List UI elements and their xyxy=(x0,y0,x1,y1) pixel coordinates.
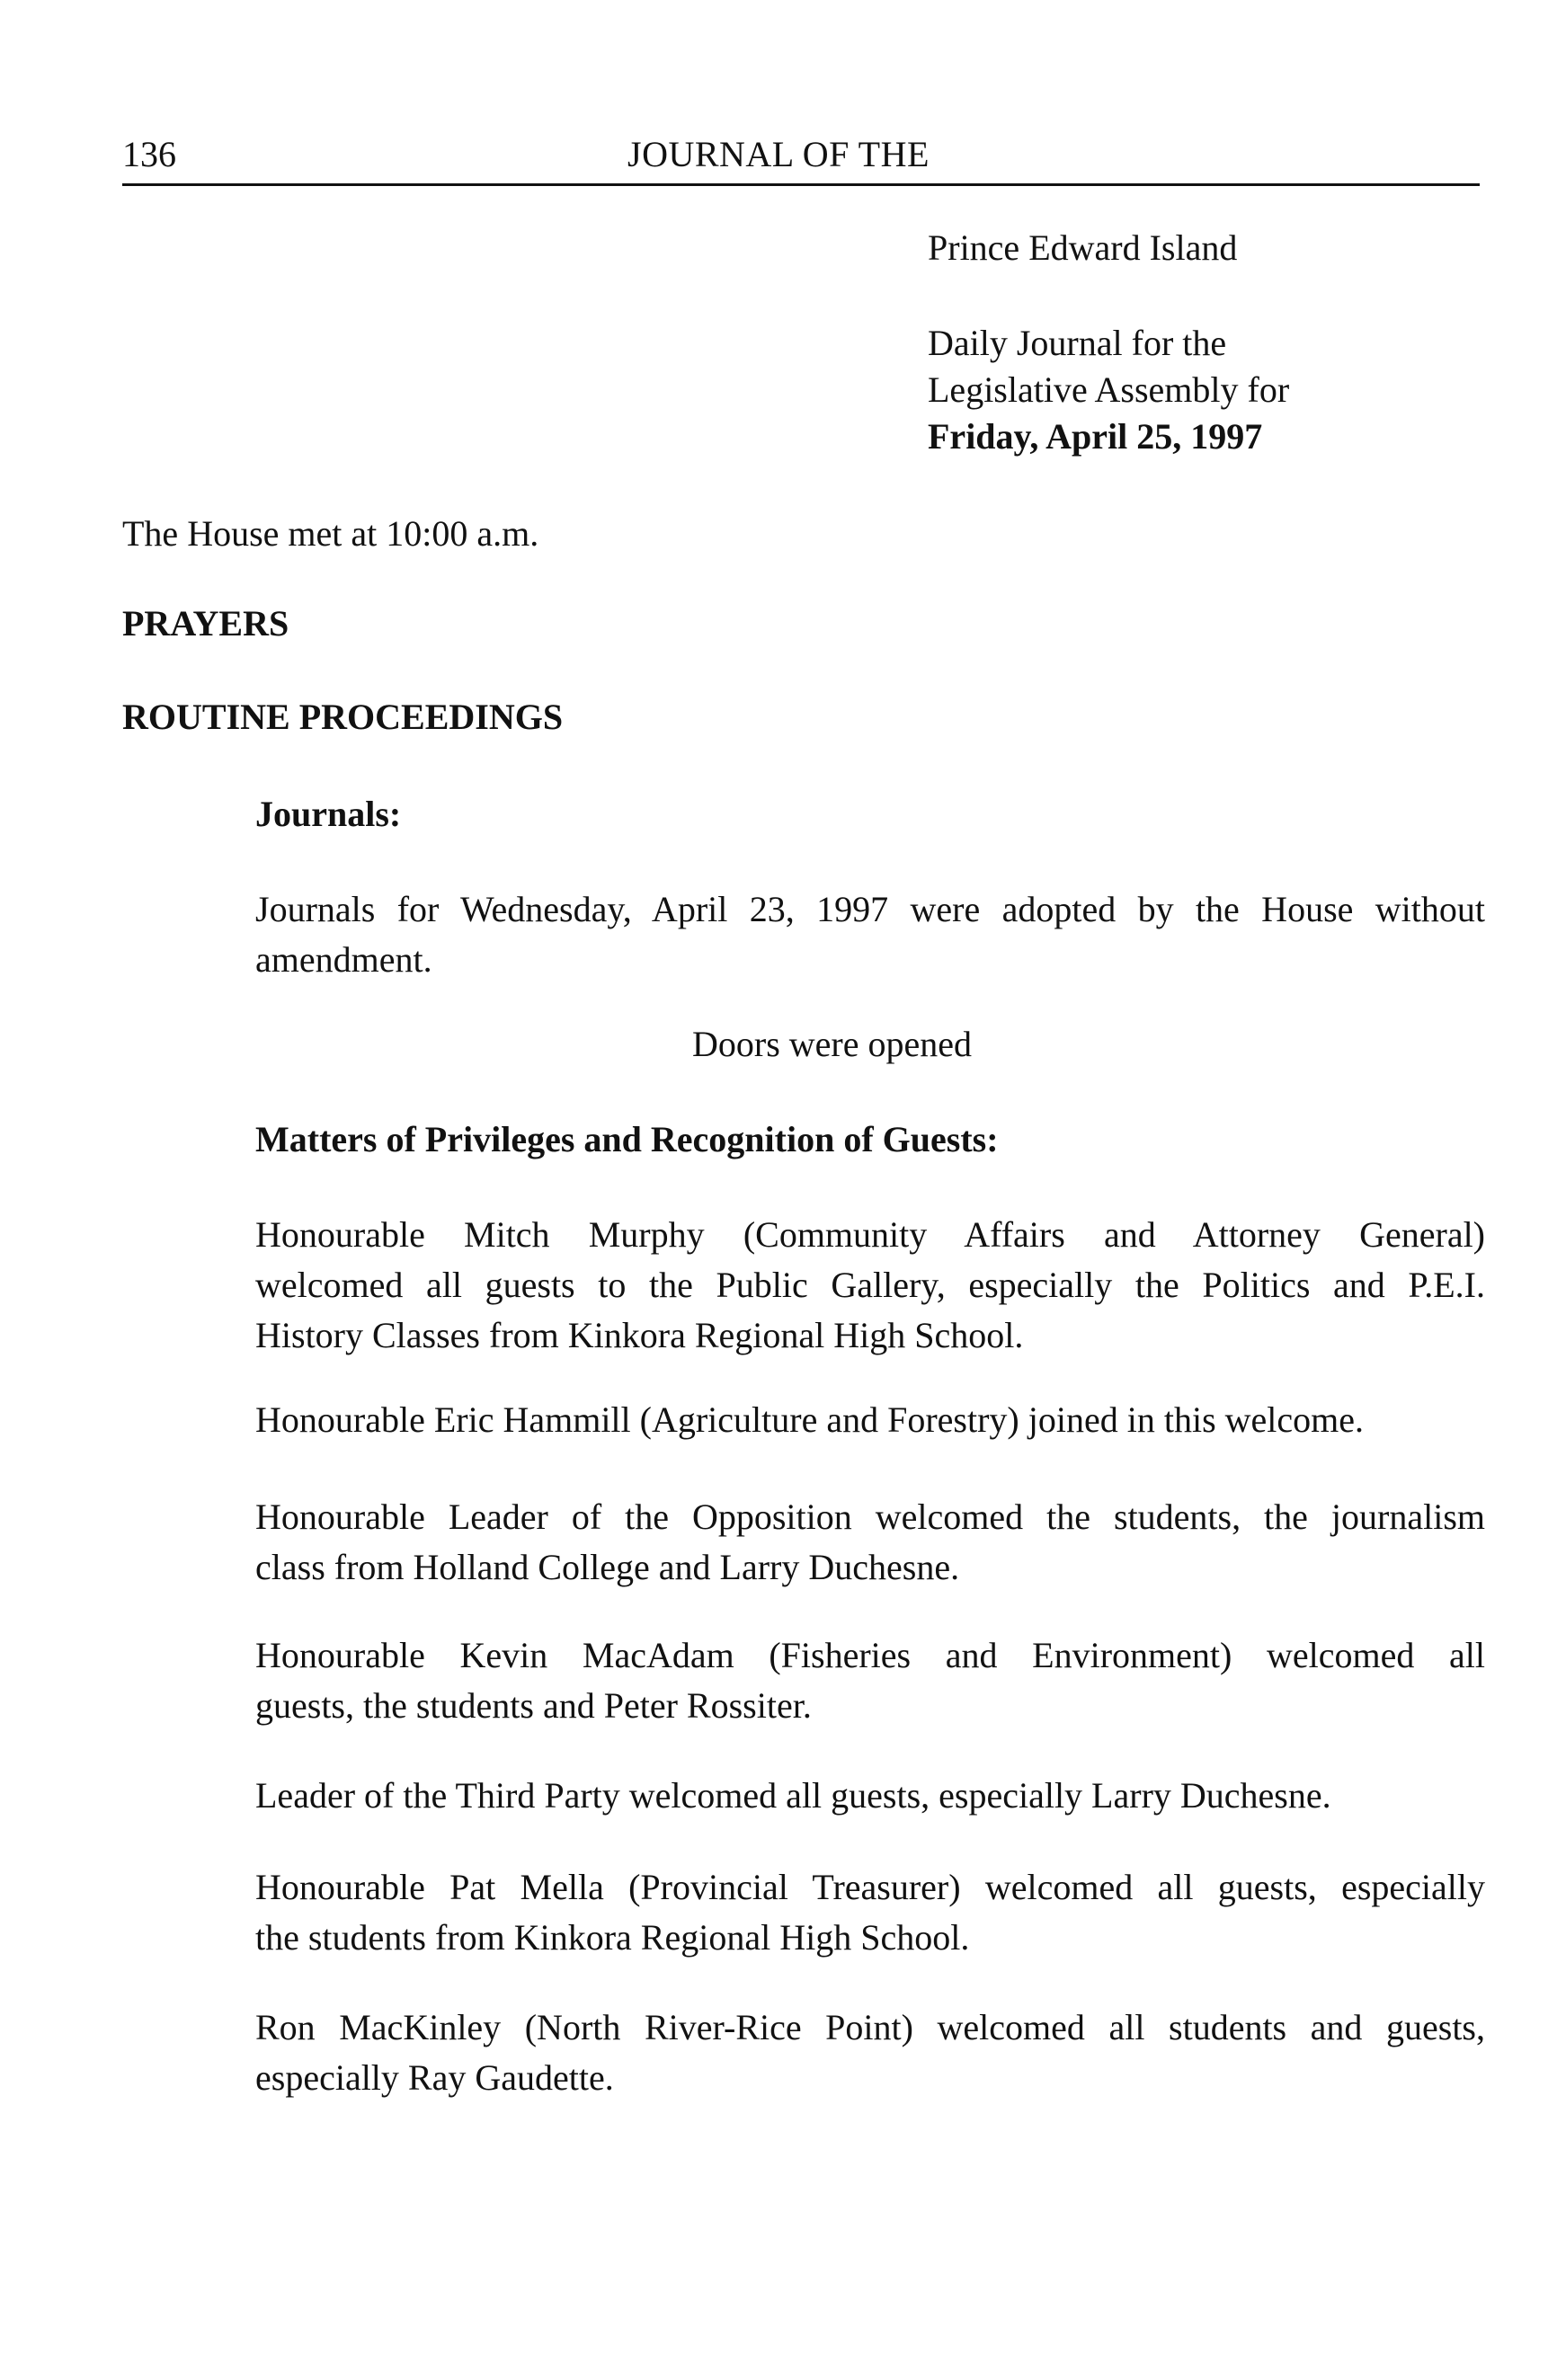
text-line: Honourable Leader of the Opposition welcomed the students, the journalism xyxy=(255,1496,1485,1537)
heading-journals: Journals: xyxy=(255,794,402,834)
province-name: Prince Edward Island xyxy=(928,227,1238,268)
text-line: amendment. xyxy=(255,939,432,980)
guest-paragraph-hammill xyxy=(255,1395,1485,1445)
text-line: welcomed all guests to the Public Gallery, especially the Politics and P.E.I. xyxy=(255,1265,1485,1305)
sitting-date: Friday, April 25, 1997 xyxy=(928,416,1263,457)
text-line: Honourable Mitch Murphy (Community Affairs and Attorney General) xyxy=(255,1214,1485,1255)
guest-paragraph-opposition xyxy=(255,1492,1485,1593)
journal-title-line-1: Daily Journal for the xyxy=(928,323,1227,363)
text-line: Honourable Eric Hammill (Agriculture and Forestry) joined in this welcome. xyxy=(255,1399,1365,1440)
opening-statement: The House met at 10:00 a.m. xyxy=(122,513,539,554)
guest-paragraph-third-party xyxy=(255,1771,1485,1821)
page-number: 136 xyxy=(122,134,176,174)
text-line: Honourable Kevin MacAdam (Fisheries and Environment) welcomed all xyxy=(255,1635,1485,1675)
heading-prayers: PRAYERS xyxy=(122,603,289,644)
heading-matters-of-privileges: Matters of Privileges and Recognition of Guests: xyxy=(255,1119,999,1159)
text-line: Honourable Pat Mella (Provincial Treasurer) welcomed all guests, especially xyxy=(255,1867,1485,1907)
heading-routine-proceedings: ROUTINE PROCEEDINGS xyxy=(122,697,564,737)
guest-paragraph-macadam xyxy=(255,1630,1485,1731)
text-line: Ron MacKinley (North River-Rice Point) welcomed all students and guests, xyxy=(255,2007,1485,2047)
guest-paragraph-murphy xyxy=(255,1210,1485,1361)
text-line: class from Holland College and Larry Duchesne. xyxy=(255,1547,960,1587)
text-line: History Classes from Kinkora Regional High School. xyxy=(255,1315,1024,1355)
text-line: especially Ray Gaudette. xyxy=(255,2057,614,2098)
text-line: the students from Kinkora Regional High School. xyxy=(255,1917,970,1958)
doors-opened-note: Doors were opened xyxy=(692,1024,972,1064)
guest-paragraph-mella xyxy=(255,1862,1485,1963)
text-line: guests, the students and Peter Rossiter. xyxy=(255,1685,812,1726)
guest-paragraph-mackinley xyxy=(255,2003,1485,2103)
journal-title-line-2: Legislative Assembly for xyxy=(928,369,1290,410)
text-line: Leader of the Third Party welcomed all guests, especially Larry Duchesne. xyxy=(255,1775,1331,1816)
text-line: Journals for Wednesday, April 23, 1997 were adopted by the House without xyxy=(255,889,1485,929)
header-rule xyxy=(122,183,1480,186)
journals-paragraph xyxy=(255,884,1485,985)
running-header-title: JOURNAL OF THE xyxy=(627,134,930,174)
